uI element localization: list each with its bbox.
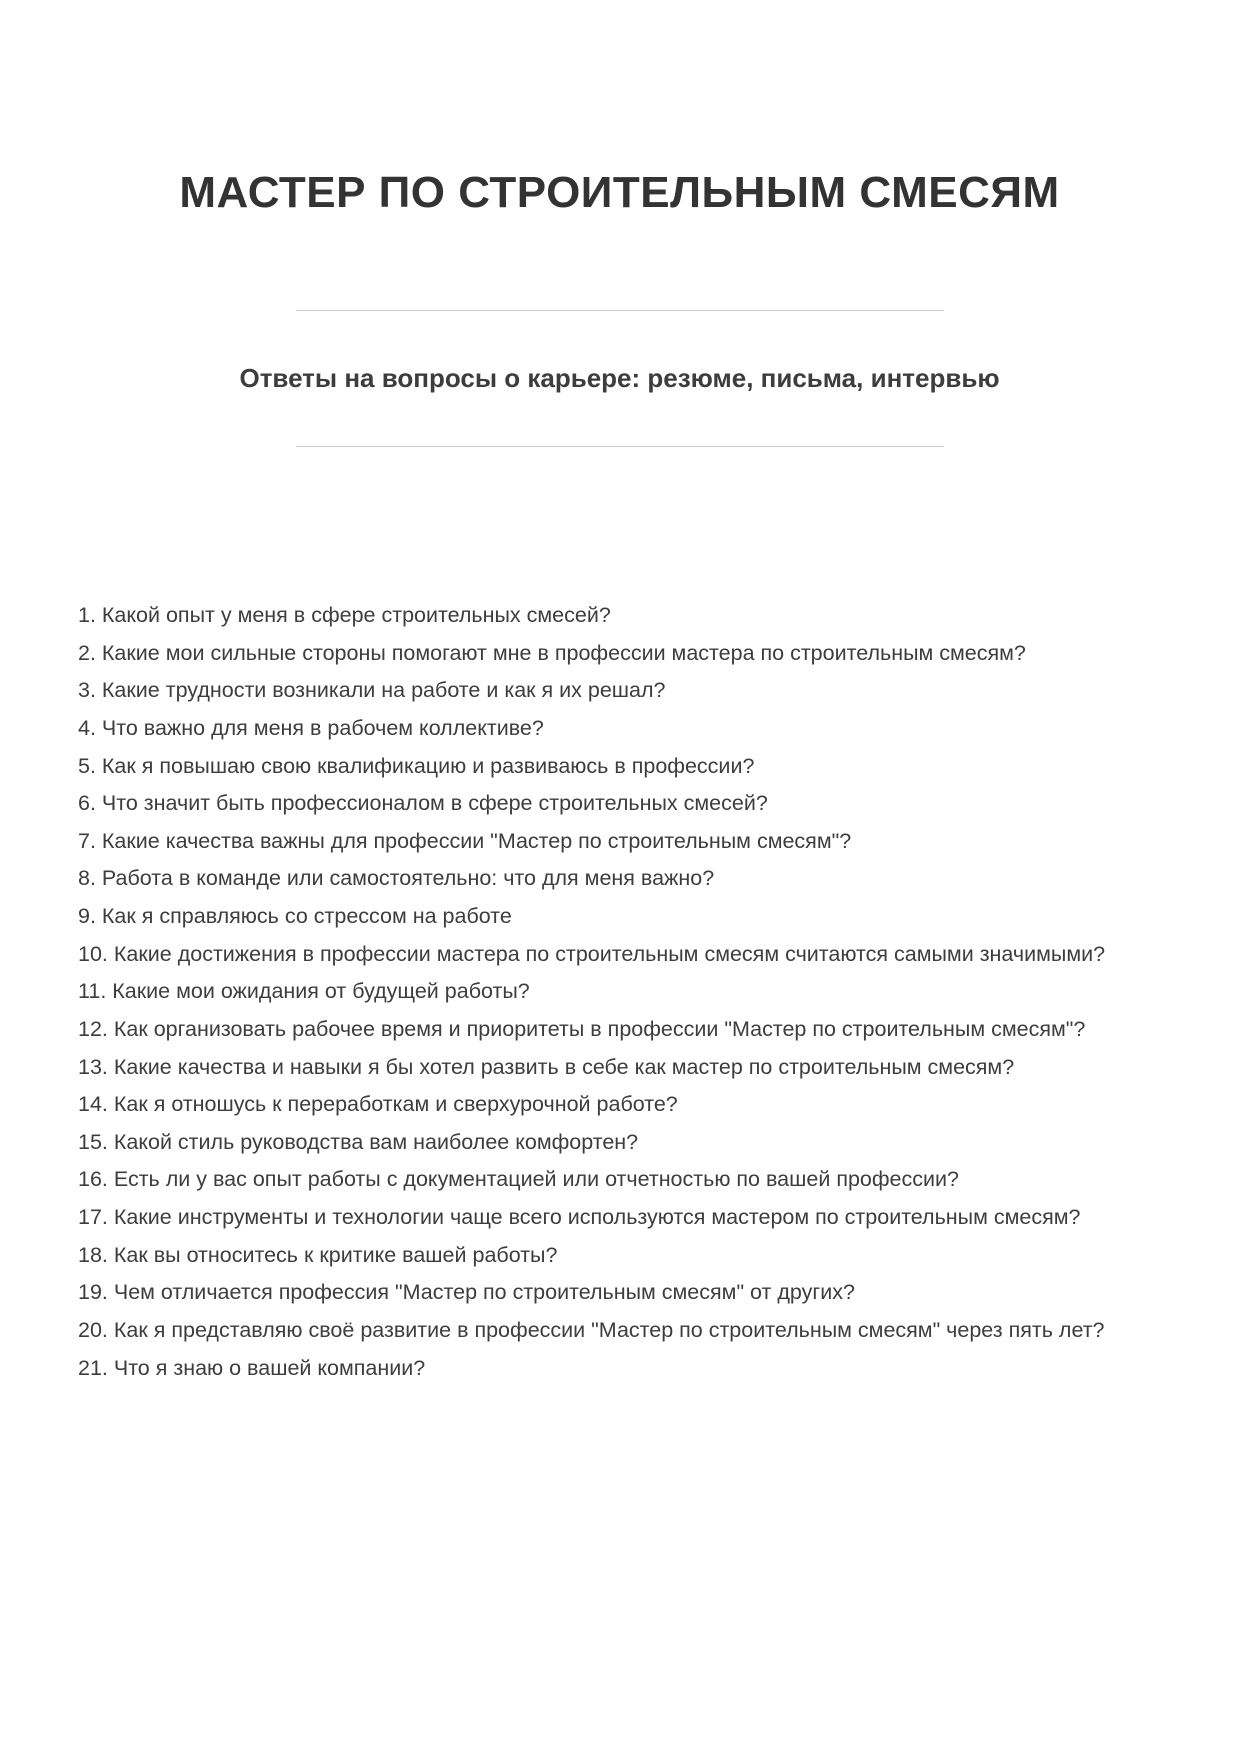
question-item: 17. Какие инструменты и технологии чаще всего используются мастером по строительным смесям? <box>78 1205 1081 1229</box>
question-item: 20. Как я представляю своё развитие в профессии "Мастер по строительным смесям" через пять лет? <box>78 1317 1105 1342</box>
question-item: 5. Как я повышаю свою квалификацию и развиваюсь в профессии? <box>78 753 755 778</box>
question-item: 6. Что значит быть профессионалом в сфере строительных смесей? <box>78 791 768 816</box>
page-subtitle: Ответы на вопросы о карьере: резюме, письма, интервью <box>239 363 1000 393</box>
question-item: 19. Чем отличается профессия "Мастер по строительным смесям" от других? <box>78 1280 855 1305</box>
question-item: 16. Есть ли у вас опыт работы с документацией или отчетностью по вашей профессии? <box>78 1167 959 1192</box>
question-item: 1. Какой опыт у меня в сфере строительных смесей? <box>78 603 611 627</box>
question-item: 10. Какие достижения в профессии мастера по строительным смесям считаются самыми значимыми? <box>78 941 1106 966</box>
questions-list <box>78 597 1161 1387</box>
question-item: 18. Как вы относитесь к критике вашей работы? <box>78 1242 558 1267</box>
question-item: 15. Какой стиль руководства вам наиболее комфортен? <box>78 1129 639 1154</box>
page-title: МАСТЕР ПО СТРОИТЕЛЬНЫМ СМЕСЯМ <box>179 168 1060 217</box>
question-item: 21. Что я знаю о вашей компании? <box>78 1355 426 1380</box>
question-item: 9. Как я справляюсь со стрессом на работе <box>78 904 512 928</box>
question-item: 8. Работа в команде или самостоятельно: что для меня важно? <box>78 866 715 891</box>
question-item: 3. Какие трудности возникали на работе и как я их решал? <box>78 678 666 703</box>
question-item: 4. Что важно для меня в рабочем коллективе? <box>78 715 544 740</box>
question-item: 2. Какие мои сильные стороны помогают мне в профессии мастера по строительным смесям? <box>78 640 1026 665</box>
question-item: 7. Какие качества важны для профессии "Мастер по строительным смесям"? <box>78 828 852 853</box>
question-item: 12. Как организовать рабочее время и приоритеты в профессии "Мастер по строительным смесям"? <box>78 1016 1086 1041</box>
question-item: 14. Как я отношусь к переработкам и сверхурочной работе? <box>78 1092 678 1117</box>
question-item: 13. Какие качества и навыки я бы хотел развить в себе как мастер по строительным смесям? <box>78 1054 1015 1079</box>
divider-top <box>296 310 944 311</box>
question-item: 11. Какие мои ожидания от будущей работы? <box>78 979 530 1004</box>
divider-bottom <box>296 446 944 447</box>
